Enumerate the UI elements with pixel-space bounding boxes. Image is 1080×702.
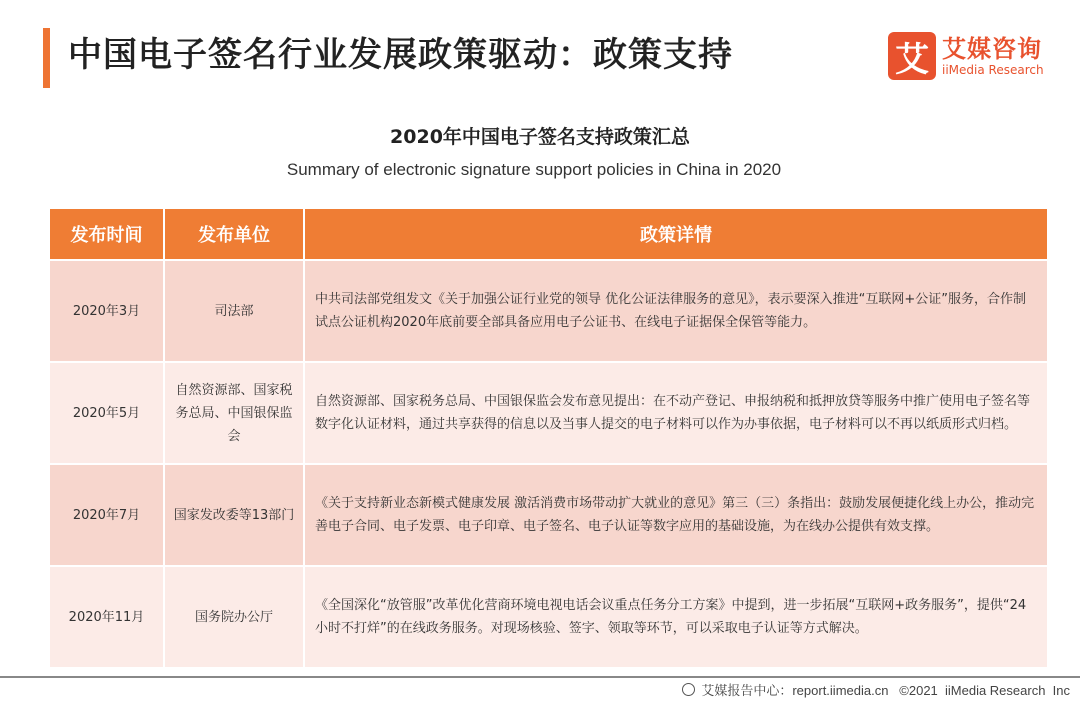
cell-date: 2020年3月	[50, 261, 165, 361]
logo-en-text: iiMedia Research	[942, 63, 1044, 77]
cell-date: 2020年7月	[50, 465, 165, 565]
cell-date: 2020年11月	[50, 567, 165, 667]
policy-table	[50, 207, 1047, 669]
cell-detail: 《关于支持新业态新模式健康发展 激活消费市场带动扩大就业的意见》第三（三）条指出：鼓励发展便捷化线上办公，推动完善电子合同、电子发票、电子印章、电子签名、电子认证等数字应用的基础设施，为在线办公提供有效支撑。	[305, 465, 1047, 565]
table-row	[50, 363, 1047, 463]
cell-org: 司法部	[165, 261, 305, 361]
logo-cn-text: 艾媒咨询	[942, 35, 1042, 63]
table-header-row	[50, 209, 1047, 259]
cell-detail: 《全国深化“放管服”改革优化营商环境电视电话会议重点任务分工方案》中提到，进一步拓展“互联网+政务服务”，提供“24小时不打烊”的在线政务服务。对现场核验、签字、领取等环节，可以采取电子认证等方式解决。	[305, 567, 1047, 667]
header-org: 发布单位	[165, 209, 305, 259]
iimedia-logo	[888, 32, 1044, 80]
cell-date: 2020年5月	[50, 363, 165, 463]
title-accent-bar	[43, 28, 50, 88]
table-title-cn: 2020年中国电子签名支持政策汇总	[390, 126, 690, 148]
cell-org: 国务院办公厅	[165, 567, 305, 667]
footer	[682, 680, 1070, 699]
footer-divider	[0, 676, 1080, 678]
globe-icon	[682, 683, 695, 696]
cell-detail: 自然资源部、国家税务总局、中国银保监会发布意见提出：在不动产登记、申报纳税和抵押放贷等服务中推广使用电子签名等数字化认证材料，通过共享获得的信息以及当事人提交的电子材料可以作为办事依据，电子材料可以不再以纸质形式归档。	[305, 363, 1047, 463]
table-row	[50, 567, 1047, 667]
table-title-en: Summary of electronic signature support policies in China in 2020	[286, 160, 782, 179]
table-row	[50, 465, 1047, 565]
footer-text: 艾媒报告中心：report.iimedia.cn ©2021 iiMedia Research Inc	[701, 683, 1070, 698]
logo-mark-icon: 艾	[888, 32, 936, 80]
cell-org: 自然资源部、国家税务总局、中国银保监会	[165, 363, 305, 463]
header-detail: 政策详情	[305, 209, 1047, 259]
cell-detail: 中共司法部党组发文《关于加强公证行业党的领导 优化公证法律服务的意见》，表示要深入推进“互联网+公证”服务，合作制试点公证机构2020年底前要全部具备应用电子公证书、在线电子证据保全保管等能力。	[305, 261, 1047, 361]
header-date: 发布时间	[50, 209, 165, 259]
table-row	[50, 261, 1047, 361]
cell-org: 国家发改委等13部门	[165, 465, 305, 565]
page-title: 中国电子签名行业发展政策驱动：政策支持	[68, 35, 733, 75]
